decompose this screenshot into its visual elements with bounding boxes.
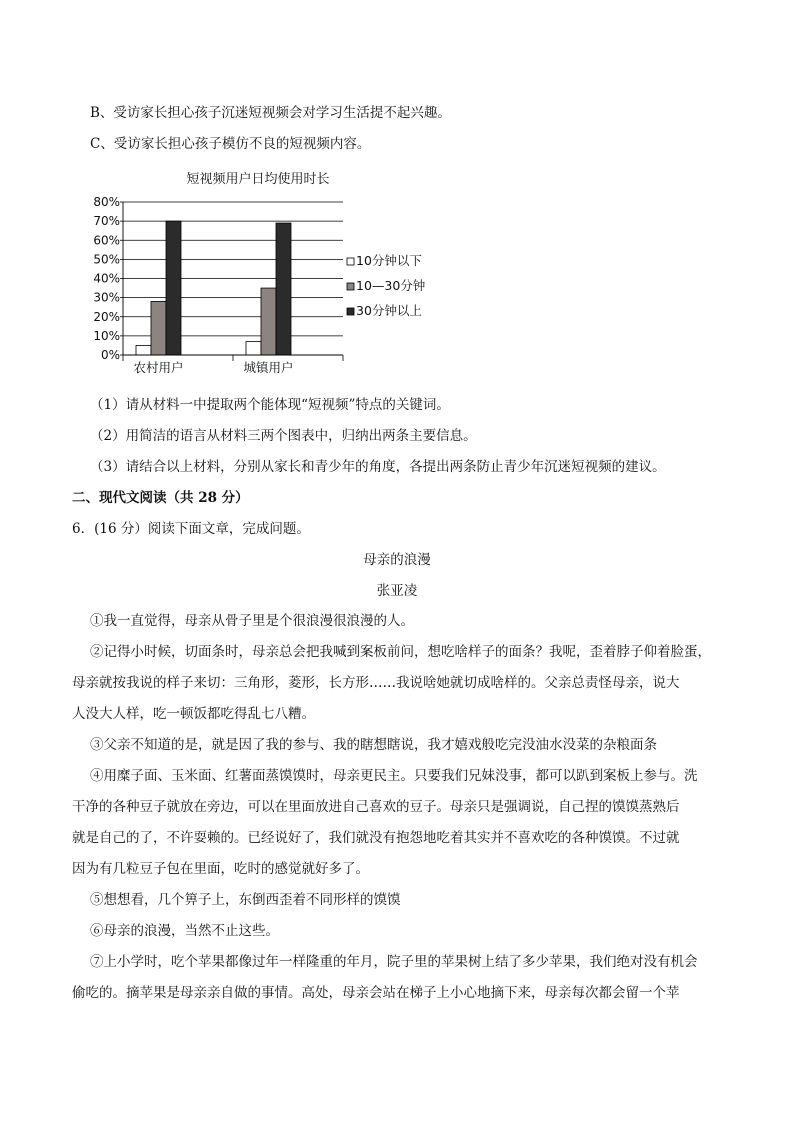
article-line: 母亲就按我说的样子来切：三角形，菱形，长方形……我说啥她就切成啥样的。父亲总责怪母亲，说大	[72, 675, 680, 691]
y-tick-label: 80%	[93, 195, 120, 209]
item-6-prompt: 6．(16 分）阅读下面文章，完成问题。	[72, 521, 310, 537]
article-line: ①我一直觉得，母亲从骨子里是个很浪漫很浪漫的人。	[90, 613, 414, 629]
bar	[136, 345, 151, 355]
article-line: ⑥母亲的浪漫，当然不止这些。	[90, 923, 279, 939]
article-line: ③父亲不知道的是，就是因了我的参与、我的瞎想瞎说，我才嬉戏般吃完没油水没菜的杂粮面条	[90, 737, 657, 753]
article-line: 偷吃的。摘苹果是母亲亲自做的事情。高处，母亲会站在梯子上小心地摘下来，母亲每次都会留一个苹	[72, 985, 680, 1001]
legend-swatch	[347, 283, 354, 290]
y-axis-ticks	[93, 195, 120, 362]
legend-swatch	[347, 258, 354, 265]
y-tick-label: 0%	[100, 348, 120, 362]
article-author: 张亚凌	[376, 583, 418, 599]
article-line: ④用糜子面、玉米面、红薯面蒸馍馍时，母亲更民主。只要我们兄妹没事，都可以趴到案板上参与。洗	[90, 768, 698, 784]
article-line: 干净的各种豆子就放在旁边，可以在里面放进自己喜欢的豆子。母亲只是强调说，自己捏的馍馍蒸熟后	[72, 799, 680, 815]
section-heading: 二、现代文阅读（共 28 分）	[72, 490, 249, 506]
legend-label: 30分钟以上	[356, 303, 422, 318]
article-line: ⑦上小学时，吃个苹果都像过年一样隆重的年月，院子里的苹果树上结了多少苹果，我们绝对没有机会	[90, 954, 698, 970]
bar	[276, 223, 291, 355]
x-tick-label: 农村用户	[133, 360, 184, 375]
x-axis-labels	[123, 355, 343, 375]
bar	[151, 301, 166, 355]
y-tick-label: 40%	[93, 271, 120, 286]
article-line: ②记得小时候，切面条时，母亲总会把我喊到案板前问，想吃啥样子的面条？我呢，歪着脖子仰着脸蛋，	[90, 644, 711, 660]
y-tick-label: 70%	[93, 214, 120, 229]
option-b: B、受访家长担心孩子沉迷短视频会对学习生活提不起兴趣。	[90, 105, 451, 121]
x-tick-label: 城镇用户	[243, 360, 294, 375]
question-1: （1）请从材料一中提取两个能体现“短视频”特点的关键词。	[90, 397, 450, 413]
bar	[166, 221, 181, 355]
y-tick-label: 60%	[93, 233, 120, 248]
y-tick-label: 30%	[93, 290, 120, 305]
article-title: 母亲的浪漫	[363, 552, 431, 568]
article-line: 因为有几粒豆子包在里面，吃时的感觉就好多了。	[72, 861, 369, 877]
chart-title: 短视频用户日均使用时长	[186, 172, 330, 187]
legend-label: 10分钟以下	[356, 253, 422, 268]
bar	[246, 342, 261, 355]
question-2: （2）用简洁的语言从材料三两个图表中，归纳出两条主要信息。	[90, 428, 477, 444]
legend-label: 10—30分钟	[356, 278, 426, 293]
question-3: （3）请结合以上材料，分别从家长和青少年的角度，各提出两条防止青少年沉迷短视频的建议。	[90, 459, 666, 475]
y-tick-label: 10%	[93, 328, 120, 343]
bar	[261, 288, 276, 355]
legend-swatch	[347, 308, 354, 315]
option-c: C、受访家长担心孩子模仿不良的短视频内容。	[90, 136, 371, 152]
bars	[136, 221, 291, 355]
article-line: ⑤想想看，几个箅子上，东倒西歪着不同形样的馍馍	[90, 892, 401, 908]
y-tick-label: 20%	[93, 309, 120, 324]
chart-legend	[347, 253, 426, 318]
usage-bar-chart	[90, 165, 450, 377]
article-line: 就是自己的了，不许耍赖的。已经说好了，我们就没有抱怨地吃着其实并不喜欢吃的各种馍馍。不过就	[72, 830, 680, 846]
y-tick-label: 50%	[93, 252, 120, 267]
article-line: 人没大人样，吃一顿饭都吃得乱七八糟。	[72, 706, 315, 722]
